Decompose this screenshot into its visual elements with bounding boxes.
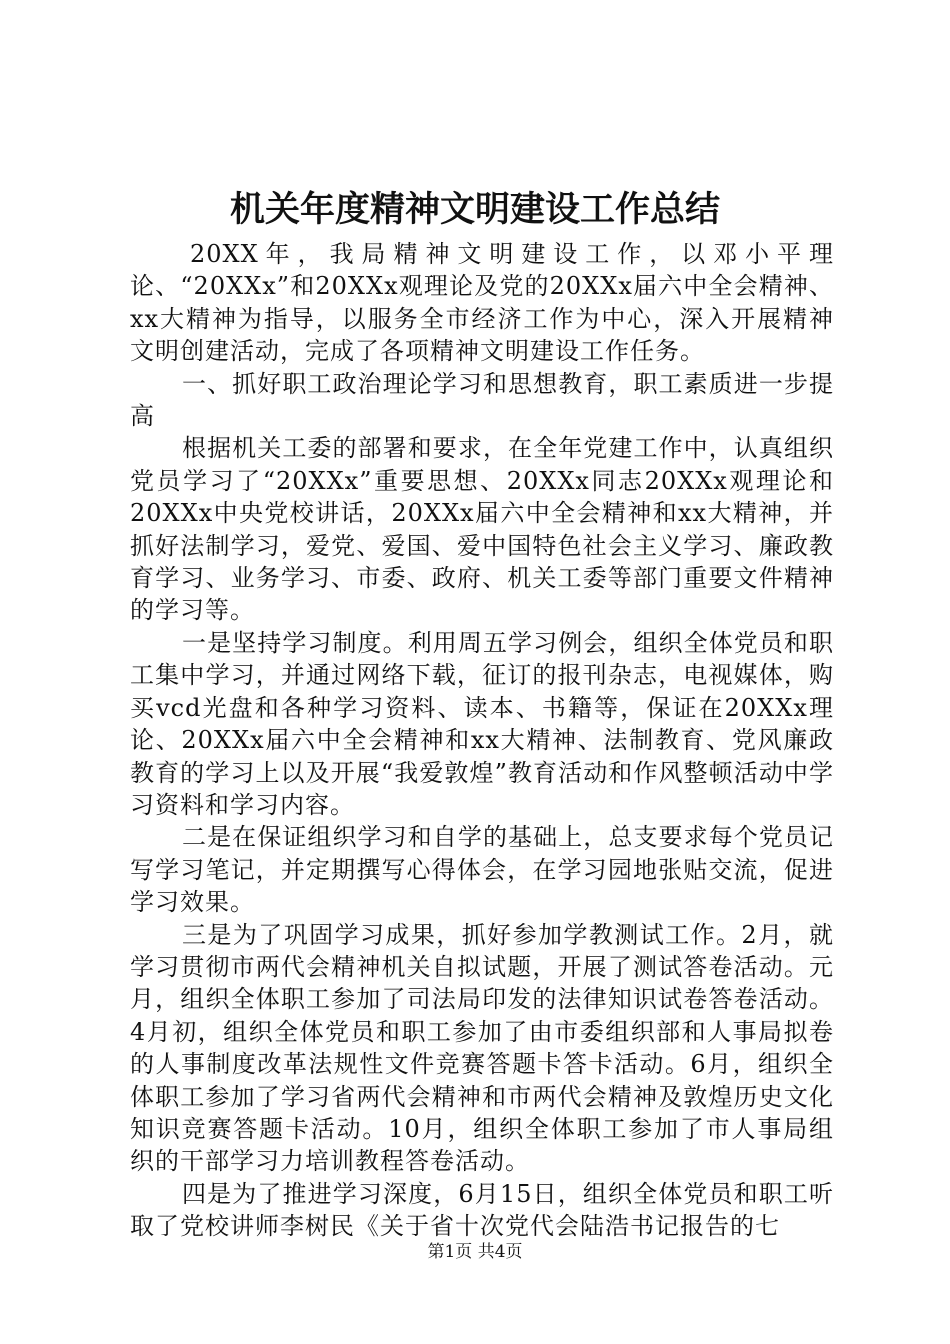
document-body bbox=[130, 238, 834, 1243]
section-heading: 一、抓好职工政治理论学习和思想教育，职工素质进一步提高 bbox=[130, 369, 834, 431]
paragraph: 三是为了巩固学习成果，抓好参加学教测试工作。2月，就学习贯彻市两代会精神机关自拟试题，开展了测试答卷活动。元月，组织全体职工参加了司法局印发的法律知识试卷答卷活动。4月初，组织全体党员和职工参加了由市委组织部和人事局拟卷的人事制度改革法规性文件竞赛答题卡答卡活动。6月，组织全体职工参加了学习省两代会精神和市两代会精神及敦煌历史文化知识竞赛答题卡活动。10月，组织全体职工参加了市人事局组织的干部学习力培训教程答卷活动。 bbox=[130, 920, 834, 1176]
paragraph: 一是坚持学习制度。利用周五学习例会，组织全体党员和职工集中学习，并通过网络下载，征订的报刊杂志，电视媒体，购买vcd光盘和各种学习资料、读本、书籍等，保证在20XXx理论、20XXx届六中全会精神和xx大精神、法制教育、党风廉政教育的学习上以及开展“我爱敦煌”教育活动和作风整顿活动中学习资料和学习内容。 bbox=[130, 628, 834, 819]
paragraph: 根据机关工委的部署和要求，在全年党建工作中，认真组织党员学习了“20XXx”重要思想、20XXx同志20XXx观理论和20XXx中央党校讲话，20XXx届六中全会精神和xx大精神，并抓好法制学习，爱党、爱国、爱中国特色社会主义学习、廉政教育学习、业务学习、市委、政府、机关工委等部门重要文件精神的学习等。 bbox=[130, 434, 834, 625]
paragraph: 四是为了推进学习深度，6月15日，组织全体党员和职工听取了党校讲师李树民《关于省十次党代会陆浩书记报告的七 bbox=[130, 1179, 834, 1241]
paragraph-intro: 20XX年，我局精神文明建设工作，以邓小平理论、“20XXx”和20XXx观理论及党的20XXx届六中全会精神、xx大精神为指导，以服务全市经济工作为中心，深入开展精神文明创建活动，完成了各项精神文明建设工作任务。 bbox=[130, 240, 834, 366]
page-title: 机关年度精神文明建设工作总结 bbox=[229, 189, 720, 230]
paragraph: 二是在保证组织学习和自学的基础上，总支要求每个党员记写学习笔记，并定期撰写心得体会，在学习园地张贴交流，促进学习效果。 bbox=[130, 823, 834, 917]
page-number: 第1页 共4页 bbox=[427, 1242, 523, 1262]
